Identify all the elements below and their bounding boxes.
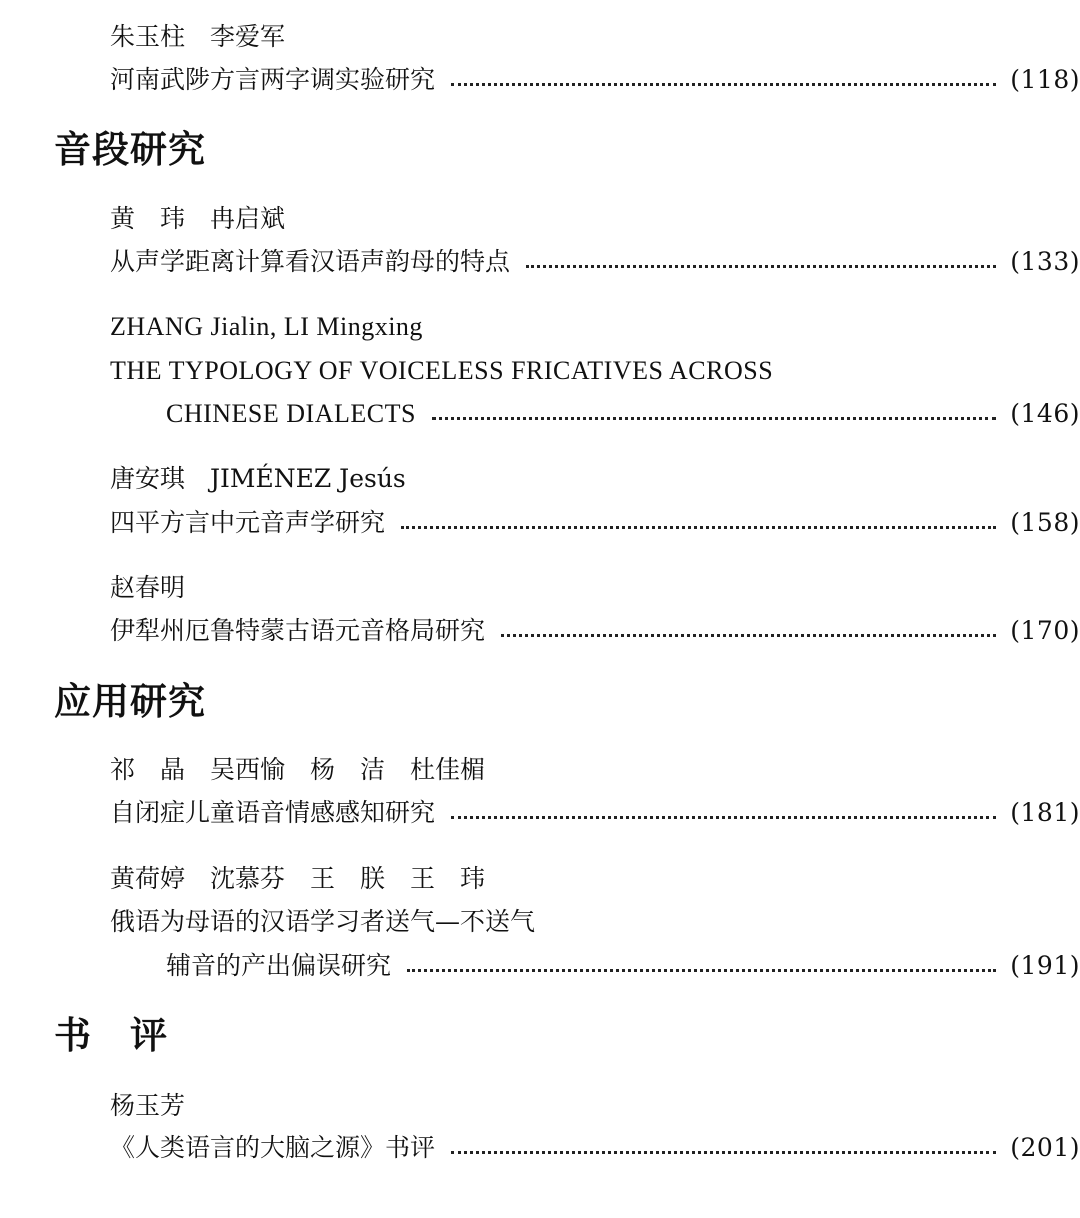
toc-entry[interactable] [166,397,1080,431]
entry-title: 伊犁州厄鲁特蒙古语元音格局研究 [110,616,486,645]
page-number: (181) [1010,798,1080,827]
toc-entry[interactable] [110,614,1080,648]
entry-authors: 杨玉芳 [110,1091,186,1120]
dot-leader [501,634,996,637]
page-number: (191) [1010,951,1080,980]
entry-authors: 唐安琪 JIMÉNEZ Jesús [110,464,406,493]
entry-authors: ZHANG Jialin, LI Mingxing [110,312,423,341]
entry-title: 从声学距离计算看汉语声韵母的特点 [110,247,511,276]
dot-leader [451,1151,996,1154]
entry-title: 自闭症儿童语音情感感知研究 [110,798,436,827]
dot-leader [526,265,996,268]
dot-leader [401,526,996,529]
page-number: (118) [1010,65,1080,94]
page-number: (133) [1010,247,1080,276]
entry-title-line[interactable]: THE TYPOLOGY OF VOICELESS FRICATIVES ACROSS [110,356,774,385]
page-number: (146) [1010,399,1080,428]
entry-authors: 黄 玮 冉启斌 [110,204,286,233]
section-heading-segment: 音段研究 [54,128,206,171]
toc-entry[interactable] [166,949,1080,983]
page-number: (201) [1010,1133,1080,1162]
entry-title: 河南武陟方言两字调实验研究 [110,65,436,94]
entry-authors: 黄荷婷 沈慕芬 王 朕 王 玮 [110,864,486,893]
dot-leader [407,969,996,972]
dot-leader [451,816,996,819]
entry-title-line: CHINESE DIALECTS [166,399,416,428]
entry-authors: 祁 晶 吴西愉 杨 洁 杜佳楣 [110,755,486,784]
entry-authors: 赵春明 [110,573,186,602]
toc-entry[interactable] [110,796,1080,830]
toc-entry[interactable] [110,63,1080,97]
entry-title: 《人类语言的大脑之源》书评 [110,1133,436,1162]
page-number: (158) [1010,508,1080,537]
toc-entry[interactable] [110,506,1080,540]
page-number: (170) [1010,616,1080,645]
dot-leader [451,83,996,86]
dot-leader [432,417,996,420]
entry-authors: 朱玉柱 李爱军 [110,22,286,51]
entry-title-line[interactable]: 俄语为母语的汉语学习者送气—不送气 [110,907,536,936]
entry-title: 四平方言中元音声学研究 [110,508,386,537]
entry-title-line: 辅音的产出偏误研究 [166,951,392,980]
section-heading-review: 书 评 [54,1014,168,1057]
toc-entry[interactable] [110,245,1080,279]
section-heading-applied: 应用研究 [54,680,206,723]
toc-entry[interactable] [110,1131,1080,1165]
